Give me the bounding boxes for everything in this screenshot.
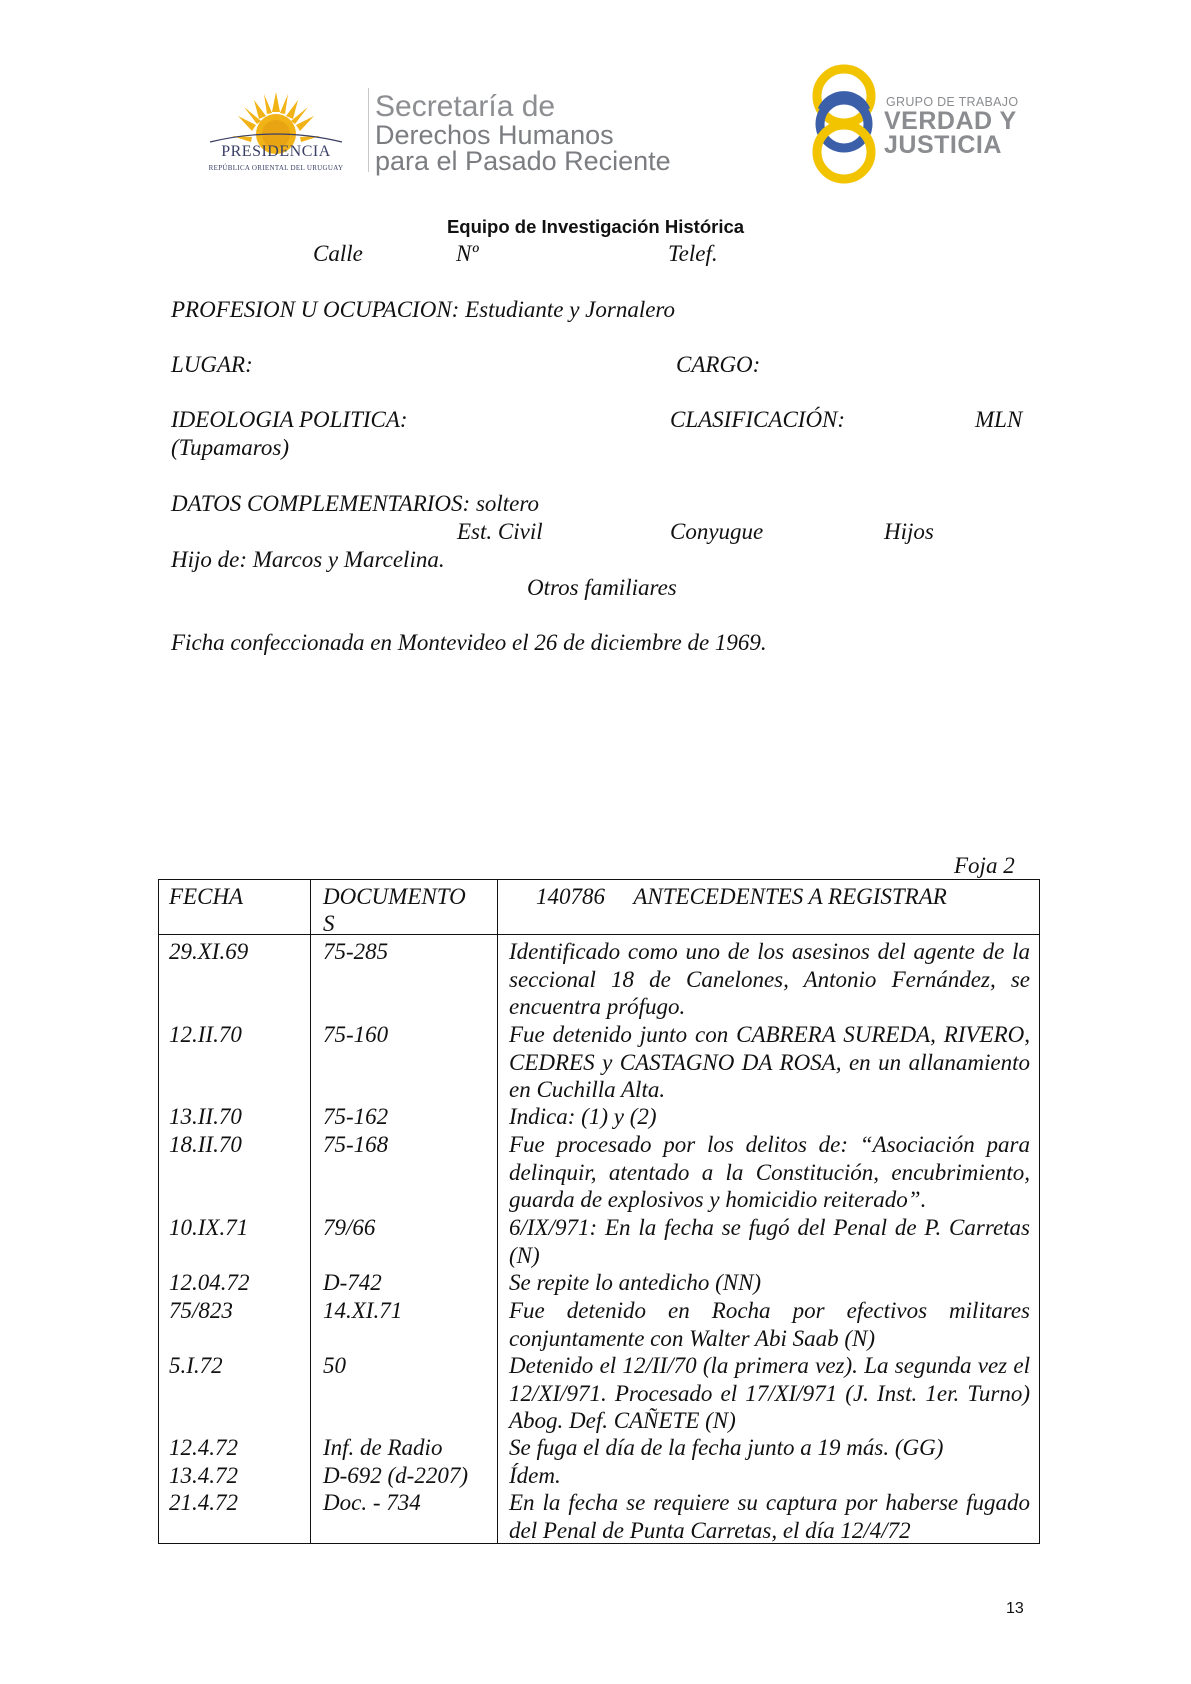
header-antecedentes: 140786 ANTECEDENTES A REGISTRAR	[536, 884, 947, 909]
row-antecedente: Identificado como uno de los asesinos del agente de la seccional 18 de Canelones, Antonio Fernández, se encuentra prófugo.	[509, 939, 1030, 1019]
row-documento: 75-285	[323, 939, 389, 964]
row-documento: 75-162	[323, 1104, 389, 1129]
row-fecha: 21.4.72	[169, 1490, 238, 1515]
header-divider	[368, 88, 369, 172]
row-documento: 50	[323, 1353, 346, 1378]
row-antecedente: Indica: (1) y (2)	[509, 1104, 657, 1129]
gtvj-line-2: VERDAD Y	[884, 107, 1017, 135]
row-documento: 79/66	[323, 1215, 376, 1240]
hijos-label: Hijos	[884, 519, 934, 544]
ideologia-label: IDEOLOGIA POLITICA:	[171, 407, 408, 432]
antecedentes-table	[158, 879, 1040, 1544]
row-fecha: 13.II.70	[169, 1104, 242, 1129]
lugar-label: LUGAR:	[171, 352, 253, 377]
clasificacion-value: MLN	[975, 407, 1023, 432]
row-fecha: 75/823	[169, 1298, 233, 1323]
secretaria-line-1: Secretaría de	[375, 90, 556, 123]
row-documento: D-742	[323, 1270, 382, 1295]
ficha-confeccionada: Ficha confeccionada en Montevideo el 26 de diciembre de 1969.	[171, 630, 767, 655]
profesion-line: PROFESION U OCUPACION: Estudiante y Jornalero	[171, 297, 676, 322]
row-antecedente: Fue detenido en Rocha por efectivos militares conjuntamente con Walter Abi Saab (N)	[509, 1298, 1030, 1351]
gtvj-line-1: GRUPO DE TRABAJO	[886, 95, 1019, 109]
row-documento: Inf. de Radio	[323, 1435, 443, 1460]
est-civil-label: Est. Civil	[457, 519, 543, 544]
row-documento: 14.XI.71	[323, 1298, 403, 1323]
header-documentos-line-1: DOCUMENTO	[323, 884, 466, 909]
row-documento: D-692 (d-2207)	[323, 1463, 468, 1488]
row-fecha: 29.XI.69	[169, 939, 249, 964]
header-fecha: FECHA	[169, 884, 244, 909]
row-antecedente: Fue detenido junto con CABRERA SUREDA, RIVERO, CEDRES y CASTAGNO DA ROSA, en un allanamiento en Cuchilla Alta.	[509, 1022, 1030, 1102]
header-documentos-line-2: S	[323, 911, 335, 936]
telef-label: Telef.	[668, 241, 718, 266]
row-antecedente: Detenido el 12/II/70 (la primera vez). La segunda vez el 12/XI/971. Procesado el 17/XI/971 (J. Inst. 1er. Turno) Abog. Def. CAÑETE (N)	[509, 1353, 1030, 1433]
row-documento: 75-160	[323, 1022, 389, 1047]
row-fecha: 18.II.70	[169, 1132, 242, 1157]
row-antecedente: Se fuga el día de la fecha junto a 19 más. (GG)	[509, 1435, 944, 1460]
ideologia-value: (Tupamaros)	[171, 435, 289, 460]
team-title: Equipo de Investigación Histórica	[446, 216, 745, 237]
row-antecedente: En la fecha se requiere su captura por haberse fugado del Penal de Punta Carretas, el día 12/4/72	[509, 1490, 1030, 1543]
row-fecha: 5.I.72	[169, 1353, 223, 1378]
page-number: 13	[1006, 1600, 1024, 1617]
row-antecedente: Fue procesado por los delitos de: “Asociación para delinquir, atentado a la Constitución, encubrimiento, guarda de explosivos y homicidio reiterado”.	[509, 1132, 1030, 1212]
presidencia-sublabel: REPÚBLICA ORIENTAL DEL URUGUAY	[208, 164, 344, 172]
row-documento: 75-168	[323, 1132, 389, 1157]
row-fecha: 10.IX.71	[169, 1215, 249, 1240]
presidencia-label: PRESIDENCIA	[221, 143, 331, 160]
calle-label: Calle	[313, 241, 363, 266]
foja-label: Foja 2	[954, 853, 1015, 878]
gtvj-line-3: JUSTICIA	[884, 131, 1002, 159]
column-divider	[310, 879, 311, 1544]
row-antecedente: 6/IX/971: En la fecha se fugó del Penal de P. Carretas (N)	[509, 1215, 1030, 1268]
hijo-de: Hijo de: Marcos y Marcelina.	[171, 547, 445, 572]
column-divider	[497, 879, 498, 1544]
row-fecha: 12.04.72	[169, 1270, 250, 1295]
numero-label: Nº	[456, 241, 479, 266]
row-fecha: 12.4.72	[169, 1435, 238, 1460]
row-fecha: 13.4.72	[169, 1463, 238, 1488]
row-documento: Doc. - 734	[323, 1490, 421, 1515]
row-antecedente: Se repite lo antedicho (NN)	[509, 1270, 762, 1295]
otros-familiares-label: Otros familiares	[527, 575, 677, 600]
header-divider-line	[158, 934, 1040, 935]
clasificacion-label: CLASIFICACIÓN:	[670, 407, 846, 432]
row-antecedente: Ídem.	[509, 1463, 561, 1488]
conyugue-label: Conyugue	[670, 519, 764, 544]
secretaria-line-2: Derechos Humanos	[375, 120, 614, 150]
row-fecha: 12.II.70	[169, 1022, 242, 1047]
cargo-label: CARGO:	[676, 352, 761, 377]
secretaria-line-3: para el Pasado Reciente	[375, 146, 671, 176]
datos-complementarios: DATOS COMPLEMENTARIOS: soltero	[171, 491, 539, 516]
